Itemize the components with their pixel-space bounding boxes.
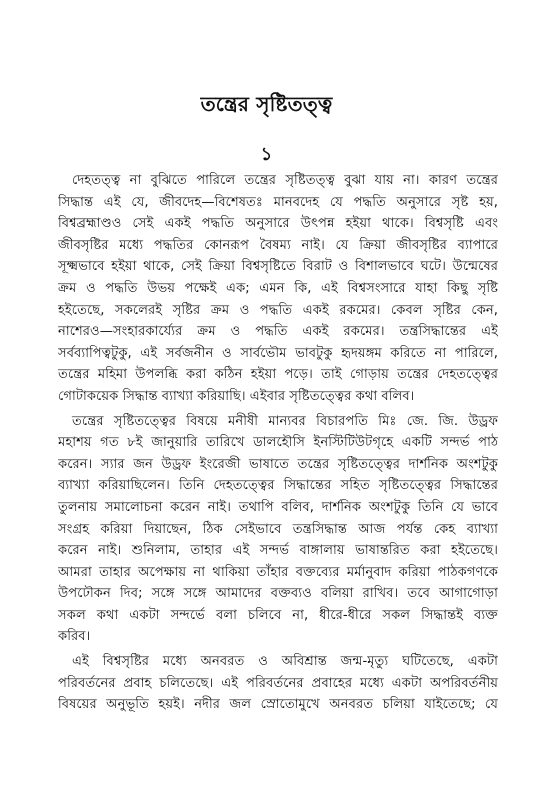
text-line: করেন। স্যার জন উড্রফ ইংরেজী ভাষাতে তন্ত্রের সৃষ্টিতত্ত্বের দার্শনিক অংশটুকু (58, 456, 498, 472)
chapter-title: তন্ত্রের সৃষ্টিতত্ত্ব (200, 92, 333, 116)
text-line: তন্ত্রের সৃষ্টিতত্ত্বের বিষয়ে মনীষী মান্যবর বিচারপতি মিঃ জে. জি. উড্রফ (72, 413, 498, 429)
text-line: উপঢৌকন দিব; সঙ্গে সঙ্গে আমাদের বক্তব্যও বলিয়া রাখিব। তবে আগাগোড়া (58, 586, 498, 602)
text-line: পরিবর্তনের প্রবাহ চলিতেছে। এই পরিবর্তনের প্রবাহের মধ্যে একটা অপরিবর্তনীয় (58, 675, 498, 691)
text-line: মহাশয় গত ৮ই জানুয়ারি তারিখে ডালহৌসি ইনস্টিটিউটগৃহে একটি সন্দর্ভ পাঠ (58, 435, 498, 451)
text-line: জীবসৃষ্টির মধ্যে পদ্ধতির কোনরূপ বৈষম্য নাই। যে ক্রিয়া জীবসৃষ্টির ব্যাপারে (58, 237, 498, 253)
paragraph-1 (58, 170, 498, 408)
text-line: তুলনায় সমালোচনা করেন নাই। তথাপি বলিব, দার্শনিক অংশটুকু তিনি যে ভাবে (58, 499, 498, 515)
text-line: সকল কথা একটা সন্দর্ভে বলা চলিবে না, ধীরে-ধীরে সকল সিদ্ধান্তই ব্যক্ত (58, 607, 498, 623)
text-line: সূক্ষ্মভাবে হইয়া থাকে, সেই ক্রিয়া বিশ্বসৃষ্টিতে বিরাট ও বিশালভাবে ঘটে। উন্মেষের (58, 259, 498, 275)
text-line: ব্যাখ্যা করিয়াছিলেন। তিনি দেহতত্ত্বের সিদ্ধান্তের সহিত সৃষ্টিতত্ত্বের সিদ্ধান্তের (58, 478, 498, 494)
text-line: সর্বব্যাপিত্বটুকু, এই সর্বজনীন ও সার্বভৌম ভাবটুকু হৃদয়ঙ্গম করিতে না পারিলে, (58, 345, 498, 361)
text-line: দেহতত্ত্ব না বুঝিতে পারিলে তন্ত্রের সৃষ্টিতত্ত্ব বুঝা যায় না। কারণ তন্ত্রের (72, 173, 498, 188)
text-line: সংগ্রহ করিয়া দিয়াছেন, ঠিক সেইভাবে তন্ত্রসিদ্ধান্ত আজ পর্যন্ত কেহ ব্যাখ্যা (58, 521, 498, 537)
text-line: আমরা তাহার অপেক্ষায় না থাকিয়া তাঁহার বক্তব্যের মর্মানুবাদ করিয়া পাঠকগণকে (58, 564, 498, 580)
text-line: গোটাকয়েক সিদ্ধান্ত ব্যাখ্যা করিয়াছি। এইবার সৃষ্টিতত্ত্বের কথা বলিব। (58, 388, 415, 404)
paragraph-3 (58, 651, 498, 716)
text-line: এই বিশ্বসৃষ্টির মধ্যে অনবরত ও অবিশ্রান্ত জন্ম-মৃত্যু ঘটিতেছে, একটা (72, 654, 498, 670)
text-line: করিব। (58, 629, 91, 645)
text-line: নাশেরও—সংহারকার্য্যের ক্রম ও পদ্ধতি একই রকমের। তন্ত্রসিদ্ধান্তের এই (58, 324, 498, 340)
text-line: করেন নাই। শুনিলাম, তাহার এই সন্দর্ভ বাঙ্গালায় ভাষান্তরিত করা হইতেছে। (58, 543, 498, 559)
text-line: সিদ্ধান্ত এই যে, জীবদেহ—বিশেষতঃ মানবদেহ যে পদ্ধতি অনুসারে সৃষ্ট হয়, (58, 194, 498, 210)
text-line: বিশ্বব্রহ্মাণ্ডও সেই একই পদ্ধতি অনুসারে উৎপন্ন হইয়া থাকে। বিশ্বসৃষ্টি এবং (58, 216, 498, 232)
body-text (58, 170, 498, 719)
section-number: ১ (260, 144, 273, 165)
text-line: হইতেছে, সকলেরই সৃষ্টির ক্রম ও পদ্ধতি একই রকমের। কেবল সৃষ্টির কেন, (58, 302, 498, 318)
text-line: তন্ত্রের মহিমা উপলব্ধি করা কঠিন হইয়া পড়ে। তাই গোড়ায় তন্ত্রের দেহতত্ত্বের (58, 367, 498, 383)
paragraph-2 (58, 411, 498, 649)
text-line: বিষয়ের অনুভূতি হয়ই। নদীর জল স্রোতোমুখে অনবরত চলিয়া যাইতেছে; যে (58, 697, 498, 713)
text-line: ক্রম ও পদ্ধতি উভয় পক্ষেই এক; এমন কি, এই বিশ্বসংসারে যাহা কিছু সৃষ্টি (58, 280, 498, 296)
